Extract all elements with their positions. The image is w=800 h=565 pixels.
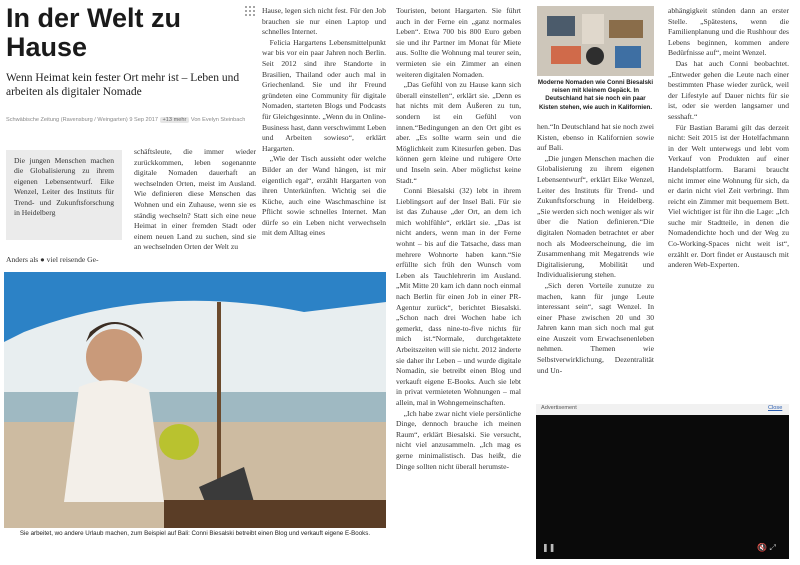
mute-fullscreen-icon[interactable]: 🔇 ⤢ (757, 543, 776, 552)
source-name[interactable]: Schwäbische Zeitung (Ravensburg / Weingarten) (6, 117, 128, 123)
publish-date: 9 Sep 2017 (129, 117, 158, 123)
text-column-f: abhängigkeit stünden dann an erster Stelle. „Spätestens, wenn die Familienplanung und die Rushhour des Lebens beginnen, kommen andere Bedürfnisse auf“, meint Wenzel. Das hat auch Conni beobachtet. „Entweder gehen die Leute nach einer bestimmten Phase wieder zurück, weil der Lifestyle auf Dauer nichts für sie ist, oder sie werden langsamer und sesshaft.“ Für Bastian Barami gilt das derzeit nicht: Seit 2015 ist der Hotelfachmann in der Welt unterwegs und lebt vom Verkauf von Produkten auf einer Handelsplattform. Barami braucht nicht immer eine Wohnung für sich, da er darin nicht viel Zeit verbringt. Ihm reicht ein Zimmer mit bequemem Bett. Viel wichtiger ist für ihn die Lage: „Ich suche mir Stadtteile, in denen die Nomadendichte hoch und der Weg zu Co-Working-Spaces nicht weit ist“, erzählt er. Dort findet er Austausch mit anderen Web-Experten. (668, 6, 789, 270)
ad-label: Advertisement (541, 405, 577, 411)
article-headline: In der Welt zu Hause (6, 3, 182, 62)
side-photo-caption: Moderne Nomaden wie Conni Biesalski reisen mit kleinem Gepäck. In Deutschland hat sie noch ein paar Kisten stehen, wie auch in Kalifornien. (537, 79, 654, 111)
more-badge[interactable]: +13 mehr (160, 117, 190, 123)
ad-close-link[interactable]: Close (768, 405, 783, 411)
text-column-d: Touristen, betont Hargarten. Sie führt auch in der Ferne ein „ganz normales Leben“. Etwa 700 bis 800 Euro geben sie und ihr Partner im Monat für Miete aus. Sollte die Wohnung mal teurer sein, vermieten sie ein Zimmer an einen weiteren digitalen Nomaden. „Das Gefühl von zu Hause kann sich überall einstellen“, erklärt sie. „Denn es hat nichts mit dem Äußeren zu tun, sondern ist ein Gefühl von innen.“Bedingungen an den Ort gibt es aber. „Es sollte warm sein und die Möglichkeit zum Kitesurfen geben. Das können gern kleine und ruhigere Orte und Inseln sein. Aber möglichst keine Stadt.“ Conni Biesalski (32) lebt in ihrem Lieblingsort auf der Insel Bali. Für sie ist das Zuhause „der Ort, an dem ich mich wohlfühle“, erklärt sie. „Das ist nicht anders, wenn man in der Ferne wohnt – bis auf die Tatsache, dass man mehrere Wohnorte haben kann.“Sie erfüllte sich früh den Wunsch vom Leben als Tauchlehrerin im Ausland. „Mit Mitte 20 kam ich dann noch einmal nach Berlin für einen Job in einer PR-Agentur zurück“, berichtet Biesalski. „Schon nach drei Wochen habe ich gemerkt, dass nine-to-five nichts für mich ist.“Normale, durchgetaktete Arbeitszeiten will sie nicht. 2012 änderte sie daher ihr Leben – und wurde digitale Nomadin, sie betreibt einen Blog und verkauft eigene E-Books. Auch sie lebt in privat vermieteten Wohnungen – mal allein, mal in Wohngemeinschaften. „Ich habe zwar nicht viele persönliche Dinge, dennoch brauche ich meinen Raum“, erklärt Biesalski. Sie versucht, nicht viel anzusammeln. „Ich mag es gerne minimalistisch. Das heißt, die Dinge sollten nicht überall herumste- (396, 6, 521, 471)
pause-icon[interactable]: ❚❚ (542, 543, 556, 552)
article-subtitle: Wenn Heimat kein fester Ort mehr ist – Leben und arbeiten als digitaler Nomade (6, 72, 240, 98)
lead-paragraph: Anders als ● viel reisende Ge- (6, 255, 99, 264)
article-meta (6, 116, 264, 125)
main-photo[interactable] (4, 272, 386, 528)
text-column-c: Hause, legen sich nicht fest. Für den Job brauchen sie nur einen Laptop und schnelles Internet. Felicia Hargartens Lebensmittelpunkt war bis vor ein paar Jahren noch Berlin. Seit 2012 sind ihre Standorte in Brasilien, Thailand oder auch mal in Griechenland. Sie und ihr Freund gründeten eine Community für digitale Nomaden, starteten Blogs und Podcasts für Gleichgesinnte. „Wenn du in Online-Business hast, dann verschwimmt Leben und Arbeiten sowieso“, erklärt Hargarten. „Wie der Tisch aussieht oder welche Bilder an der Wand hängen, ist mir eigentlich egal“, erzählt Hargarten von ihren Unterkünften. Wichtig sei die Küche, auch eine Waschmaschine ist Pflicht sowie schnelles Internet. Man dürfe so ein Leben nicht verwechseln mit dem Alltag eines (262, 6, 386, 238)
video-advertisement[interactable] (536, 404, 789, 559)
text-column-e: hen.“In Deutschland hat sie noch zwei Kisten, ebenso in Kalifornien sowie auf Bali. „Die jungen Menschen machen die Globalisierung zu ihrem eigenen Lebensentwurf“, erklärt Eike Wenzel, Leiter des Instituts für Trend- und Zukunftsforschung in Heidelberg. „Sie werden sich noch weniger als wir über die Nation definieren.“Die digitalen Nomaden betrachtet er aber noch als Modeerscheinung, die im Zusammenhang mit Megatrends wie Digitalisierung, Mobilität und Individualisierung stehen. „Sich deren Vorteile zunutze zu machen, kann für junge Leute interessant sein“, sagt Wenzel. In einer Phase zwischen 20 und 30 Jahren kann man sich noch mal gut eine Auszeit vom Erwachsenenleben nehmen. Themen wie Selbstverwirklichung, Dezentralität und Un- (537, 122, 654, 375)
pull-quote: Die jungen Menschen machen die Globalisierung zu ihrem eigenen Lebensentwurf. Eike Wenzel, Leiter des Instituts für Trend- und Zukunftsforschung in Heidelberg (6, 150, 122, 240)
main-photo-caption: Sie arbeitet, wo andere Urlaub machen, zum Beispiel auf Bali: Conni Biesalski betreibt einen Blog und verkauft eigene E-Books. (19, 530, 371, 537)
author-line: Von Evelyn Steinbach (190, 117, 246, 123)
side-photo[interactable] (537, 6, 654, 76)
grid-menu-icon[interactable] (245, 6, 255, 16)
text-column-b: schäftsleute, die immer wieder zurückkommen, leben sogenannte digitale Nomaden dauerhaft an wechselnden Orten, meist im Ausland. Wie definieren diese Menschen das Wohnen und ein Zuhause, wenn sie es ständig wechseln? Statt sich eine neue Heimat in einer fremden Stadt oder einem neuen Land zu suchen, sind sie an wechselnden Orten der Welt zu (134, 147, 256, 252)
